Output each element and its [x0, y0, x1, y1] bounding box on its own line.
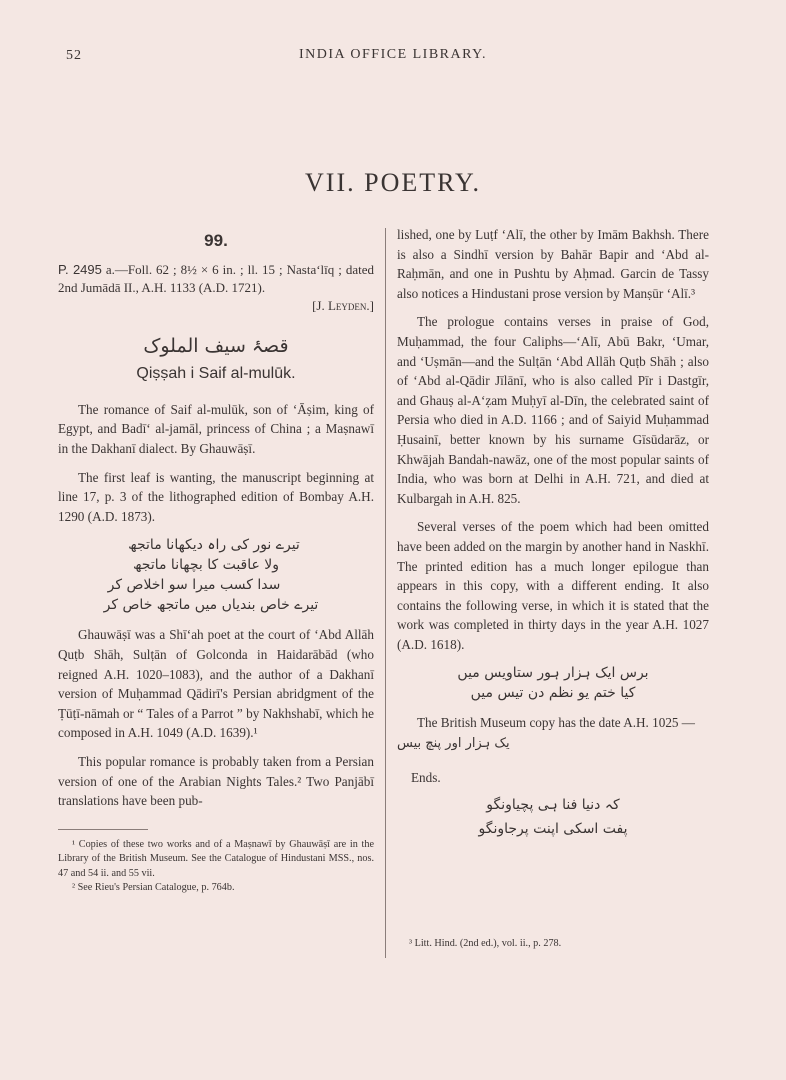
- shelf-line: [58, 261, 374, 297]
- footnote: ¹ Copies of these two works and of a Maṣnawī by Ghauwāṣī are in the Library of the British Museum. See the Catalogue of Hindustani MSS., nos. 47 and 54 ii. and 55 vii.: [58, 838, 374, 879]
- verse-block: [58, 535, 374, 615]
- shelf-mark: P. 2495: [58, 261, 102, 277]
- verse-block: [397, 663, 709, 703]
- paragraph: The prologue contains verses in praise of God, Muḥammad, the four Caliphs—‘Alī, Abū Bakr, ‘Umar, and ‘Uṣmān—and the Sulṭān ‘Abd Allāh Quṭb Shāh ; also of ‘Abd al-Qādir Jīlānī, who is also called Pīr i Dastgīr, and Ghauṣ al-A‘ẓam Muḥyī al-Dīn, the celebrated saint of Persia who died in A.D. 1166 ; and of Saiyid Muḥammad Ḥusainī, better known by his surname Gīsūdarāz, or Khwājah Bandah-nawāz, one of the most popular saints of India, who was born at Delhi in A.H. 721, and died at Kulbargah in A.H. 825.: [397, 314, 709, 506]
- arabic-title: قصۂ سیف الملوک: [143, 334, 289, 357]
- source-attribution: [J. Leyden.]: [312, 297, 374, 313]
- right-column: [397, 225, 709, 841]
- paragraph: [397, 713, 709, 753]
- footnote: ³ Litt. Hind. (2nd ed.), vol. ii., p. 278.: [409, 938, 562, 949]
- verse-line: پفت اسکی اپنت پرجاونگو: [478, 821, 628, 838]
- page-number: 52: [66, 48, 82, 63]
- footnote: ² See Rieu's Persian Catalogue, p. 764b.: [72, 881, 235, 893]
- ends-label: Ends.: [411, 769, 441, 785]
- urdu-date: یک ہزار اور پنچ بیس: [397, 736, 510, 752]
- verse-line: تیرے خاص بندیاں میں ماتجھ خاص کر: [103, 597, 319, 614]
- bm-copy-text: The British Museum copy has the date A.H. 1025 —: [417, 715, 695, 731]
- left-column: [58, 225, 374, 895]
- paragraph: Ghauwāṣī was a Shī‘ah poet at the court of ‘Abd Allāh Quṭb Shāh, Sulṭān of Golconda in Haidarābād (who reigned A.H. 1020–1083), and the author of a Dakhanī version of Muḥammad Qādirī's Persian abridgment of the Ṭūṭī-nāmah or “ Tales of a Parrot ” by Nakhshabī, which he composed in A.H. 1049 (A.D. 1639).¹: [58, 627, 374, 741]
- paragraph: The romance of Saif al-mulūk, son of ‘Āṣim, king of Egypt, and Badī‘ al-jamāl, princess of China ; a Maṣnawī in the Dakhanī dialect. By Ghauwāṣī.: [58, 401, 374, 456]
- verse-line: برس ایک ہزار ہور ستاویس میں: [457, 665, 649, 682]
- paragraph: Several verses of the poem which had been omitted have been added on the margin by another hand in Naskhī. The printed edition has a much longer epilogue than appears in this copy, with a different ending. It also contains the following verse, in which it is stated that the work was completed in thirty days in the year A.H. 1027 (A.D. 1618).: [397, 519, 709, 652]
- verse-line: سدا کسب میرا سو اخلاص کر: [107, 577, 281, 594]
- paragraph: lished, one by Luṭf ‘Alī, the other by Imām Bakhsh. There is also a Sindhī version by Bahār Bapir and ‘Abd al-Raḥmān, and one in Pushtu by Aḥmad. Garcin de Tassy also notices a Hindustani prose version by Manṣūr ‘Alī.³: [397, 227, 709, 301]
- entry-number: 99.: [204, 231, 228, 250]
- running-title: INDIA OFFICE LIBRARY.: [299, 47, 487, 62]
- footnote-rule: [58, 829, 148, 830]
- verse-line: تیرے نور کی راہ دیکھانا ماتجھ: [128, 537, 300, 554]
- verse-line: کہ دنیا فنا ہی پچیاونگو: [486, 797, 620, 814]
- section-title: VII. POETRY.: [305, 168, 481, 197]
- ends-verse: [397, 793, 709, 841]
- paragraph: The first leaf is wanting, the manuscript beginning at line 17, p. 3 of the lithographed edition of Bombay A.H. 1290 (A.D. 1873).: [58, 469, 374, 524]
- column-divider: [385, 228, 386, 958]
- physical-description: a.—Foll. 62 ; 8½ × 6 in. ; ll. 15 ; Nasta‘līq ; dated 2nd Jumādā II., A.H. 1133 (A.D. 1721).: [58, 261, 374, 295]
- work-title: Qiṣṣah i Saif al-mulūk.: [136, 365, 296, 383]
- verse-line: کیا ختم یو نظم دن تیس میں: [470, 685, 636, 702]
- paragraph: This popular romance is probably taken from a Persian version of one of the Arabian Nights Tales.² Two Panjābī translations have been pub-: [58, 753, 374, 809]
- verse-line: ولا عاقبت کا بچھانا ماتجھ: [132, 557, 280, 574]
